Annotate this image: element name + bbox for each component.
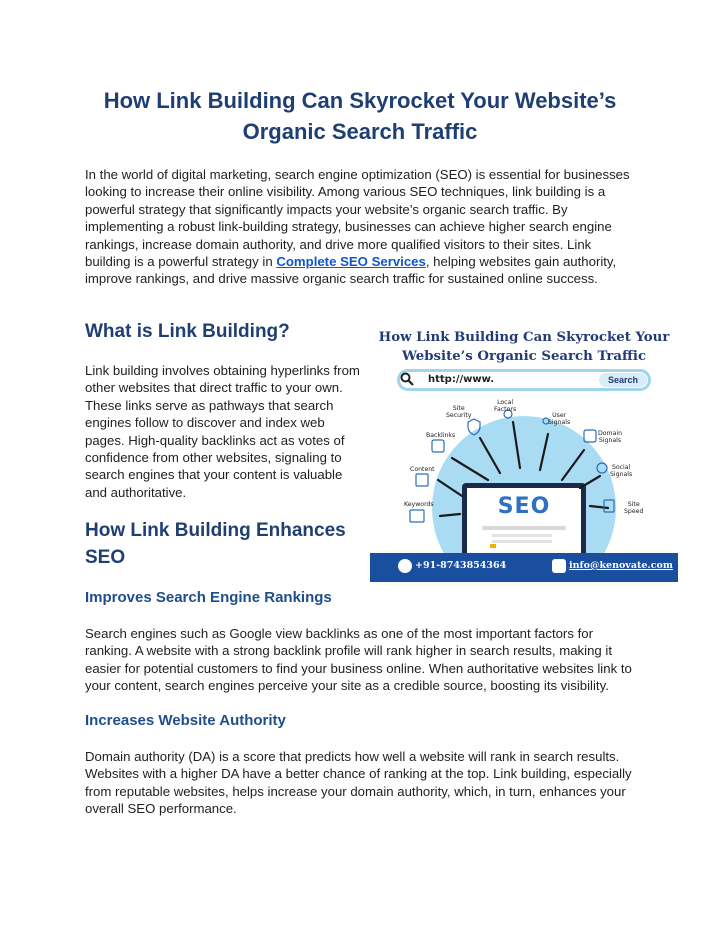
what-is-link-building-body: Link building involves obtaining hyperlinks from other websites that direct traffic to your own. These links serve as pathways that search engines follow to discover and index web pages. High-quality backlinks act as votes of confidence from other websites, signaling to search engines that your content is valuable and authoritative. — [85, 363, 360, 500]
infographic-search-button: Search — [599, 373, 647, 387]
screen-bar-icon — [490, 544, 496, 548]
phone-number: +91-8743854364 — [415, 560, 507, 571]
infographic-title-line-1: How Link Building Can Skyrocket Your — [378, 330, 670, 345]
rankings-heading: Improves Search Engine Rankings — [85, 589, 332, 606]
intro-text-start: In the world of digital marketing, search engine optimization (SEO) is essential for businesses looking to increase their online visibility. Among various SEO techniques, link building is a powerful strategy that significantly impacts your website’s organic search traffic. By implementing a robust link-building strategy, businesses can achieve higher search engine rankings, increase domain authority, and drive more qualified visitors to their sites. Link building is a powerful strategy in — [85, 167, 630, 270]
label-domain-signals: Domain Signals — [598, 430, 623, 444]
infographic-title — [374, 328, 674, 366]
label-social-signals: Social Signals — [610, 464, 633, 478]
screen-searchbox — [482, 526, 566, 530]
intro-text-end: , helping websites gain authority, improve rankings, and drive massive organic search traffic for sustained online success. — [85, 254, 617, 287]
authority-heading: Increases Website Authority — [85, 712, 286, 729]
rankings-body: Search engines such as Google view backlinks as one of the most important factors for ranking. A website with a strong backlink profile will rank higher in search results, making it easier for potential customers to find your business online. When authoritative websites link to your content, search engines perceive your site as a credible source, boosting its visibility. — [85, 626, 632, 694]
title-line-2: Organic Search Traffic — [242, 119, 478, 144]
how-link-building-enhances-heading — [85, 517, 346, 571]
what-is-link-building-heading: What is Link Building? — [85, 321, 290, 342]
page-title — [60, 85, 660, 147]
content-icon — [416, 474, 428, 486]
backlinks-icon — [432, 440, 444, 452]
infographic-search-bar — [397, 369, 651, 391]
title-line-1: How Link Building Can Skyrocket Your Website’s — [103, 88, 617, 113]
email-icon — [552, 559, 566, 573]
email-address: info@kenovate.com — [569, 560, 673, 571]
label-keywords: Keywords — [404, 501, 434, 508]
contact-bar — [370, 553, 678, 582]
label-content: Content — [410, 466, 435, 473]
screen-seo-text: SEO — [497, 494, 551, 519]
search-icon — [400, 372, 414, 386]
label-site-speed: Site Speed — [624, 501, 644, 515]
label-site-security: Site Security — [446, 405, 472, 419]
infographic-title-line-2: Website’s Organic Search Traffic — [401, 349, 647, 364]
enhances-heading-line-1: How Link Building Enhances — [85, 520, 346, 541]
label-backlinks: Backlinks — [426, 432, 456, 439]
complete-seo-services-link[interactable]: Complete SEO Services — [276, 254, 426, 270]
intro-paragraph — [85, 166, 635, 288]
search-url-text: http://www. — [428, 374, 495, 385]
label-user-signals: User Signals — [548, 412, 571, 426]
screen-line-2 — [492, 540, 552, 543]
keywords-icon — [410, 510, 424, 522]
phone-icon — [398, 559, 412, 573]
seo-infographic — [370, 308, 678, 582]
enhances-heading-line-2: SEO — [85, 547, 126, 568]
authority-body: Domain authority (DA) is a score that predicts how well a website will rank in search results. Websites with a higher DA have a better chance of ranking at the top. Link building, especially from reputable websites, helps increase your domain authority, which, in turn, enhances your overall SEO performance. — [85, 749, 632, 817]
screen-line-1 — [492, 534, 552, 537]
label-local-factors: Local Factors — [494, 399, 517, 413]
